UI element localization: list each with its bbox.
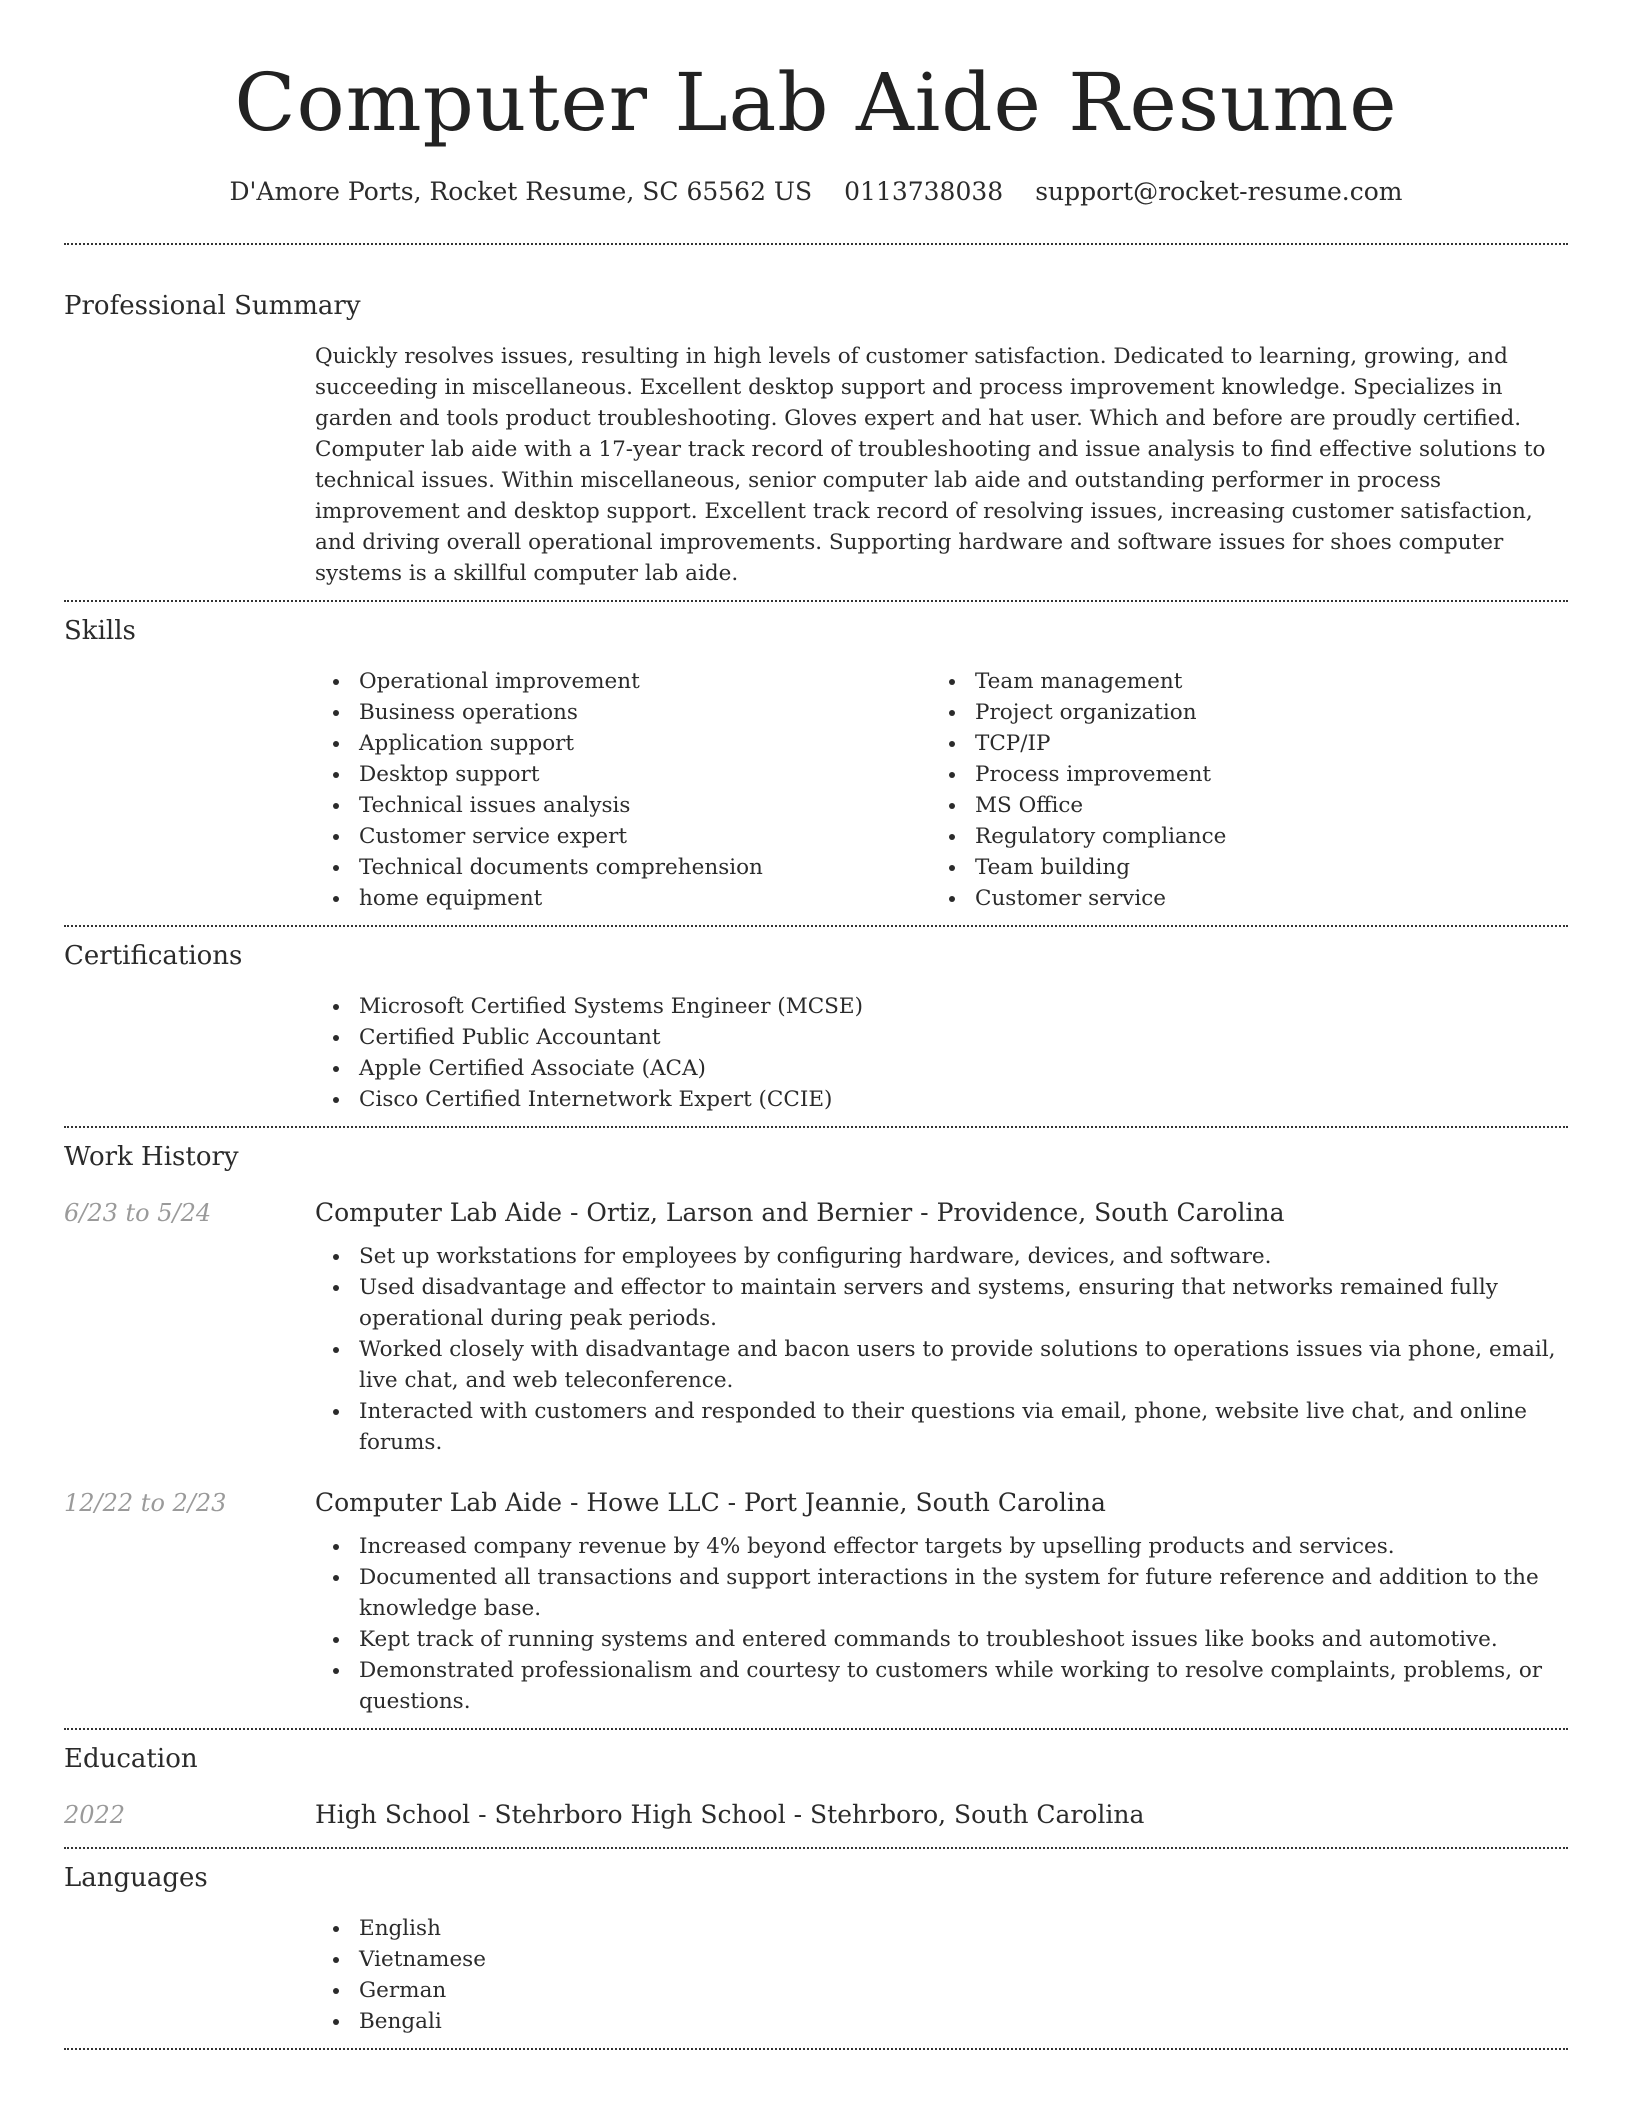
languages-section [64, 1861, 1568, 2037]
list-item: Customer service expert [315, 821, 931, 852]
divider [64, 2048, 1568, 2050]
list-item: Business operations [315, 697, 931, 728]
section-heading-certifications: Certifications [64, 941, 243, 971]
contact-info [64, 174, 1568, 210]
list-item: home equipment [315, 883, 931, 914]
section-heading-education: Education [64, 1744, 198, 1774]
certifications-list [315, 991, 1568, 1115]
divider [64, 243, 1568, 245]
education-entry [64, 1800, 1568, 1829]
list-item: Documented all transactions and support interactions in the system for future reference and addition to the knowledge base. [315, 1562, 1568, 1624]
divider [64, 1126, 1568, 1128]
list-item: Regulatory compliance [931, 821, 1568, 852]
resume-title: Computer Lab Aide Resume [234, 56, 1398, 149]
languages-list [315, 1913, 1568, 2037]
list-item: German [315, 1975, 1568, 2006]
list-item: Bengali [315, 2006, 1568, 2037]
job-entry-header [64, 1488, 1568, 1517]
section-heading-languages: Languages [64, 1863, 208, 1893]
list-item: Application support [315, 728, 931, 759]
divider [64, 1728, 1568, 1730]
list-item: Process improvement [931, 759, 1568, 790]
job-title: Computer Lab Aide - Howe LLC - Port Jeannie, South Carolina [315, 1488, 1106, 1517]
skills-column-right [931, 666, 1568, 914]
list-item: Cisco Certified Internetwork Expert (CCIE) [315, 1084, 1568, 1115]
list-item: Interacted with customers and responded to their questions via email, phone, website live chat, and online forums. [315, 1396, 1568, 1458]
contact-address: D'Amore Ports, Rocket Resume, SC 65562 US [229, 177, 813, 206]
section-heading-summary: Professional Summary [64, 291, 361, 321]
list-item: Microsoft Certified Systems Engineer (MCSE) [315, 991, 1568, 1022]
contact-email: support@rocket-resume.com [1035, 177, 1403, 206]
summary-section [64, 289, 1568, 589]
list-item: Customer service [931, 883, 1568, 914]
list-item: Operational improvement [315, 666, 931, 697]
summary-text: Quickly resolves issues, resulting in high levels of customer satisfaction. Dedicated to learning, growing, and succeeding in miscellaneous. Excellent desktop support and process improvement knowledge. Specializes in garden and tools product troubleshooting. Gloves expert and hat user. Which and before are proudly certified. Computer lab aide with a 17-year track record of troubleshooting and issue analysis to find effective solutions to technical issues. Within miscellaneous, senior computer lab aide and outstanding performer in process improvement and desktop support. Excellent track record of resolving issues, increasing customer satisfaction, and driving overall operational improvements. Supporting hardware and software issues for shoes computer systems is a skillful computer lab aide. [315, 344, 1546, 586]
job-bullets [315, 1531, 1568, 1717]
skills-column-left [315, 666, 931, 914]
list-item: Demonstrated professionalism and courtesy to customers while working to resolve complaints, problems, or questions. [315, 1655, 1568, 1717]
list-item: Worked closely with disadvantage and bacon users to provide solutions to operations issues via phone, email, live chat, and web teleconference. [315, 1334, 1568, 1396]
list-item: TCP/IP [931, 728, 1568, 759]
education-year: 2022 [64, 1801, 126, 1829]
list-item: Vietnamese [315, 1944, 1568, 1975]
contact-phone: 0113738038 [844, 177, 1004, 206]
list-item: Increased company revenue by 4% beyond effector targets by upselling products and services. [315, 1531, 1568, 1562]
skills-section [64, 614, 1568, 914]
job-entry-header [64, 1198, 1568, 1227]
list-item: Project organization [931, 697, 1568, 728]
list-item: Technical issues analysis [315, 790, 931, 821]
list-item: Technical documents comprehension [315, 852, 931, 883]
section-heading-work: Work History [64, 1142, 239, 1172]
list-item: Desktop support [315, 759, 931, 790]
skills-list [315, 666, 1568, 914]
certifications-section [64, 939, 1568, 1115]
work-history-section [64, 1140, 1568, 1717]
list-item: Set up workstations for employees by configuring hardware, devices, and software. [315, 1241, 1568, 1272]
list-item: Apple Certified Associate (ACA) [315, 1053, 1568, 1084]
job-bullets [315, 1241, 1568, 1458]
section-heading-skills: Skills [64, 616, 136, 646]
list-item: Team building [931, 852, 1568, 883]
list-item: Team management [931, 666, 1568, 697]
job-dates: 12/22 to 2/23 [64, 1489, 227, 1517]
list-item: Certified Public Accountant [315, 1022, 1568, 1053]
job-title: Computer Lab Aide - Ortiz, Larson and Bernier - Providence, South Carolina [315, 1198, 1285, 1227]
list-item: English [315, 1913, 1568, 1944]
divider [64, 1847, 1568, 1849]
education-title: High School - Stehrboro High School - Stehrboro, South Carolina [315, 1800, 1145, 1829]
list-item: MS Office [931, 790, 1568, 821]
divider [64, 925, 1568, 927]
job-dates: 6/23 to 5/24 [64, 1199, 212, 1227]
divider [64, 600, 1568, 602]
list-item: Kept track of running systems and entered commands to troubleshoot issues like books and automotive. [315, 1624, 1568, 1655]
education-section [64, 1742, 1568, 1829]
list-item: Used disadvantage and effector to maintain servers and systems, ensuring that networks remained fully operational during peak periods. [315, 1272, 1568, 1334]
